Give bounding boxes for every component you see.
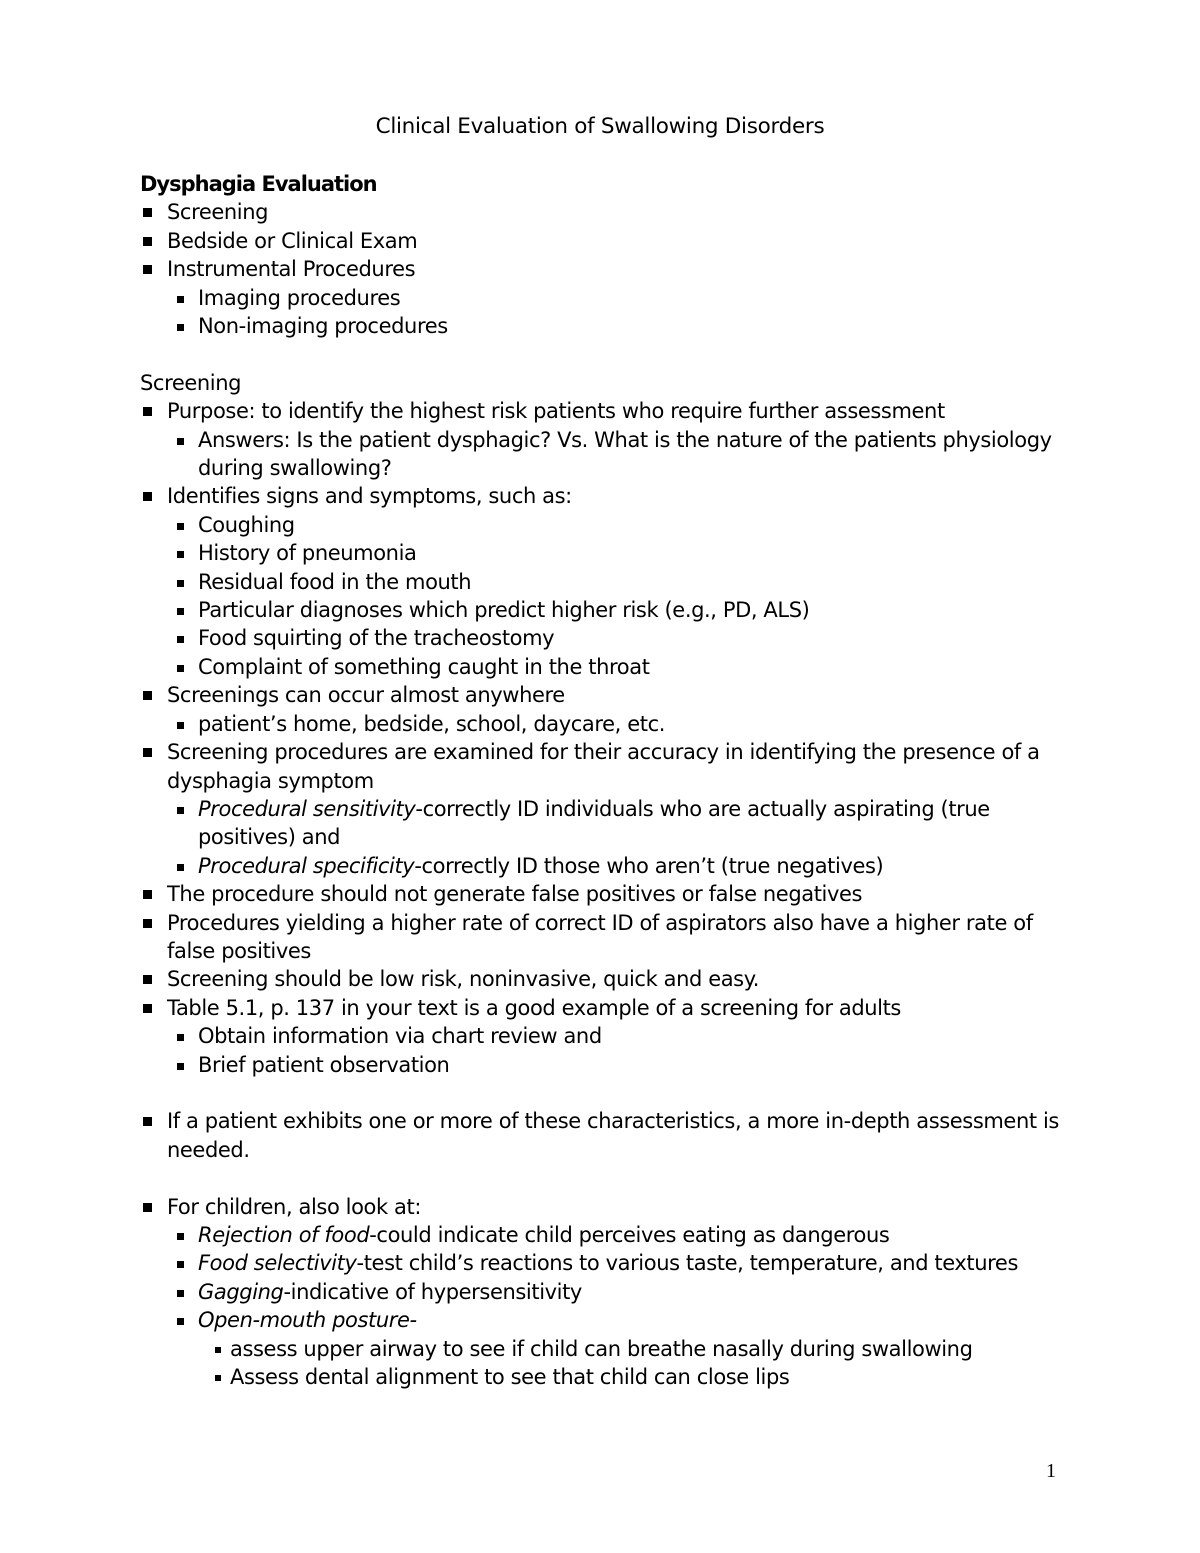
square-bullet-icon: [177, 1063, 184, 1070]
specificity-term: Procedural specificity: [198, 853, 415, 878]
list-item: If a patient exhibits one or more of these characteristics, a more in-depth assessment is needed.: [140, 1107, 1080, 1164]
list-subitem: Non-imaging procedures: [140, 312, 1080, 340]
list-subitem: Particular diagnoses which predict higher risk (e.g., PD, ALS): [140, 596, 1080, 624]
square-bullet-icon: [177, 722, 184, 729]
square-bullet-icon: [143, 1004, 152, 1013]
list-item: Identifies signs and symptoms, such as:: [140, 482, 1080, 510]
dysphagia-evaluation-list: [140, 198, 1080, 340]
square-bullet-icon: [177, 864, 184, 871]
square-bullet-icon: [143, 237, 152, 246]
square-bullet-icon: [177, 523, 184, 530]
list-item: Bedside or Clinical Exam: [140, 227, 1080, 255]
square-bullet-icon: [143, 691, 152, 700]
list-item: Screening: [140, 198, 1080, 226]
square-bullet-icon: [177, 1290, 184, 1297]
list-subitem: Obtain information via chart review and: [140, 1022, 1080, 1050]
list-item: Instrumental Procedures: [140, 255, 1080, 283]
list-subitem: patient’s home, bedside, school, daycare, etc.: [140, 710, 1080, 738]
list-subitem: Brief patient observation: [140, 1051, 1080, 1079]
square-bullet-icon: [177, 296, 184, 303]
list-subitem: History of pneumonia: [140, 539, 1080, 567]
square-bullet-icon: [177, 1233, 184, 1240]
list-subitem: Food selectivity-test child’s reactions to various taste, temperature, and textures: [140, 1249, 1080, 1277]
square-bullet-icon: [177, 1318, 184, 1325]
list-item: The procedure should not generate false positives or false negatives: [140, 880, 1080, 908]
list-subitem: Open-mouth posture-: [140, 1306, 1080, 1334]
square-bullet-icon: [143, 1117, 152, 1126]
list-item: Procedures yielding a higher rate of correct ID of aspirators also have a higher rate of false positives: [140, 909, 1080, 966]
square-bullet-icon: [215, 1347, 221, 1353]
square-bullet-icon: [177, 665, 184, 672]
square-bullet-icon: [177, 1034, 184, 1041]
in-depth-list: [140, 1107, 1080, 1164]
list-item: Screening procedures are examined for their accuracy in identifying the presence of a dysphagia symptom: [140, 738, 1080, 795]
square-bullet-icon: [143, 975, 152, 984]
list-subitem: Rejection of food-could indicate child perceives eating as dangerous: [140, 1221, 1080, 1249]
square-bullet-icon: [143, 208, 152, 217]
screening-heading: Screening: [140, 370, 242, 395]
square-bullet-icon: [143, 748, 152, 757]
page-number: 1: [1046, 1460, 1056, 1482]
square-bullet-icon: [177, 438, 184, 445]
list-subitem: Procedural specificity-correctly ID those who aren’t (true negatives): [140, 852, 1080, 880]
list-subitem: Answers: Is the patient dysphagic? Vs. What is the nature of the patients physiology during swallowing?: [140, 426, 1080, 483]
square-bullet-icon: [177, 324, 184, 331]
square-bullet-icon: [143, 1203, 152, 1212]
square-bullet-icon: [177, 580, 184, 587]
list-item: Purpose: to identify the highest risk patients who require further assessment: [140, 397, 1080, 425]
list-item: For children, also look at:: [140, 1193, 1080, 1221]
square-bullet-icon: [177, 636, 184, 643]
list-item: Table 5.1, p. 137 in your text is a good example of a screening for adults: [140, 994, 1080, 1022]
square-bullet-icon: [177, 551, 184, 558]
square-bullet-icon: [143, 407, 152, 416]
square-bullet-icon: [177, 1261, 184, 1268]
list-subitem: Coughing: [140, 511, 1080, 539]
list-subitem: Residual food in the mouth: [140, 568, 1080, 596]
list-subitem: Gagging-indicative of hypersensitivity: [140, 1278, 1080, 1306]
list-subitem: Procedural sensitivity-correctly ID individuals who are actually aspirating (true positives) and: [140, 795, 1080, 852]
list-subsubitem: assess upper airway to see if child can breathe nasally during swallowing: [140, 1335, 1080, 1363]
square-bullet-icon: [177, 608, 184, 615]
square-bullet-icon: [177, 807, 184, 814]
square-bullet-icon: [143, 890, 152, 899]
square-bullet-icon: [215, 1375, 221, 1381]
sensitivity-term: Procedural sensitivity: [198, 796, 416, 821]
list-item: Screening should be low risk, noninvasive, quick and easy.: [140, 965, 1080, 993]
square-bullet-icon: [143, 492, 152, 501]
list-item: Screenings can occur almost anywhere: [140, 681, 1080, 709]
list-subsubitem: Assess dental alignment to see that child can close lips: [140, 1363, 1080, 1391]
document-body: [140, 170, 1080, 1391]
square-bullet-icon: [143, 265, 152, 274]
screening-list: [140, 397, 1080, 1079]
list-subitem: Imaging procedures: [140, 284, 1080, 312]
children-list: [140, 1193, 1080, 1392]
document-title: Clinical Evaluation of Swallowing Disorders: [375, 114, 825, 139]
dysphagia-evaluation-heading: Dysphagia Evaluation: [140, 172, 377, 196]
list-subitem: Food squirting of the tracheostomy: [140, 624, 1080, 652]
square-bullet-icon: [143, 919, 152, 928]
list-subitem: Complaint of something caught in the throat: [140, 653, 1080, 681]
